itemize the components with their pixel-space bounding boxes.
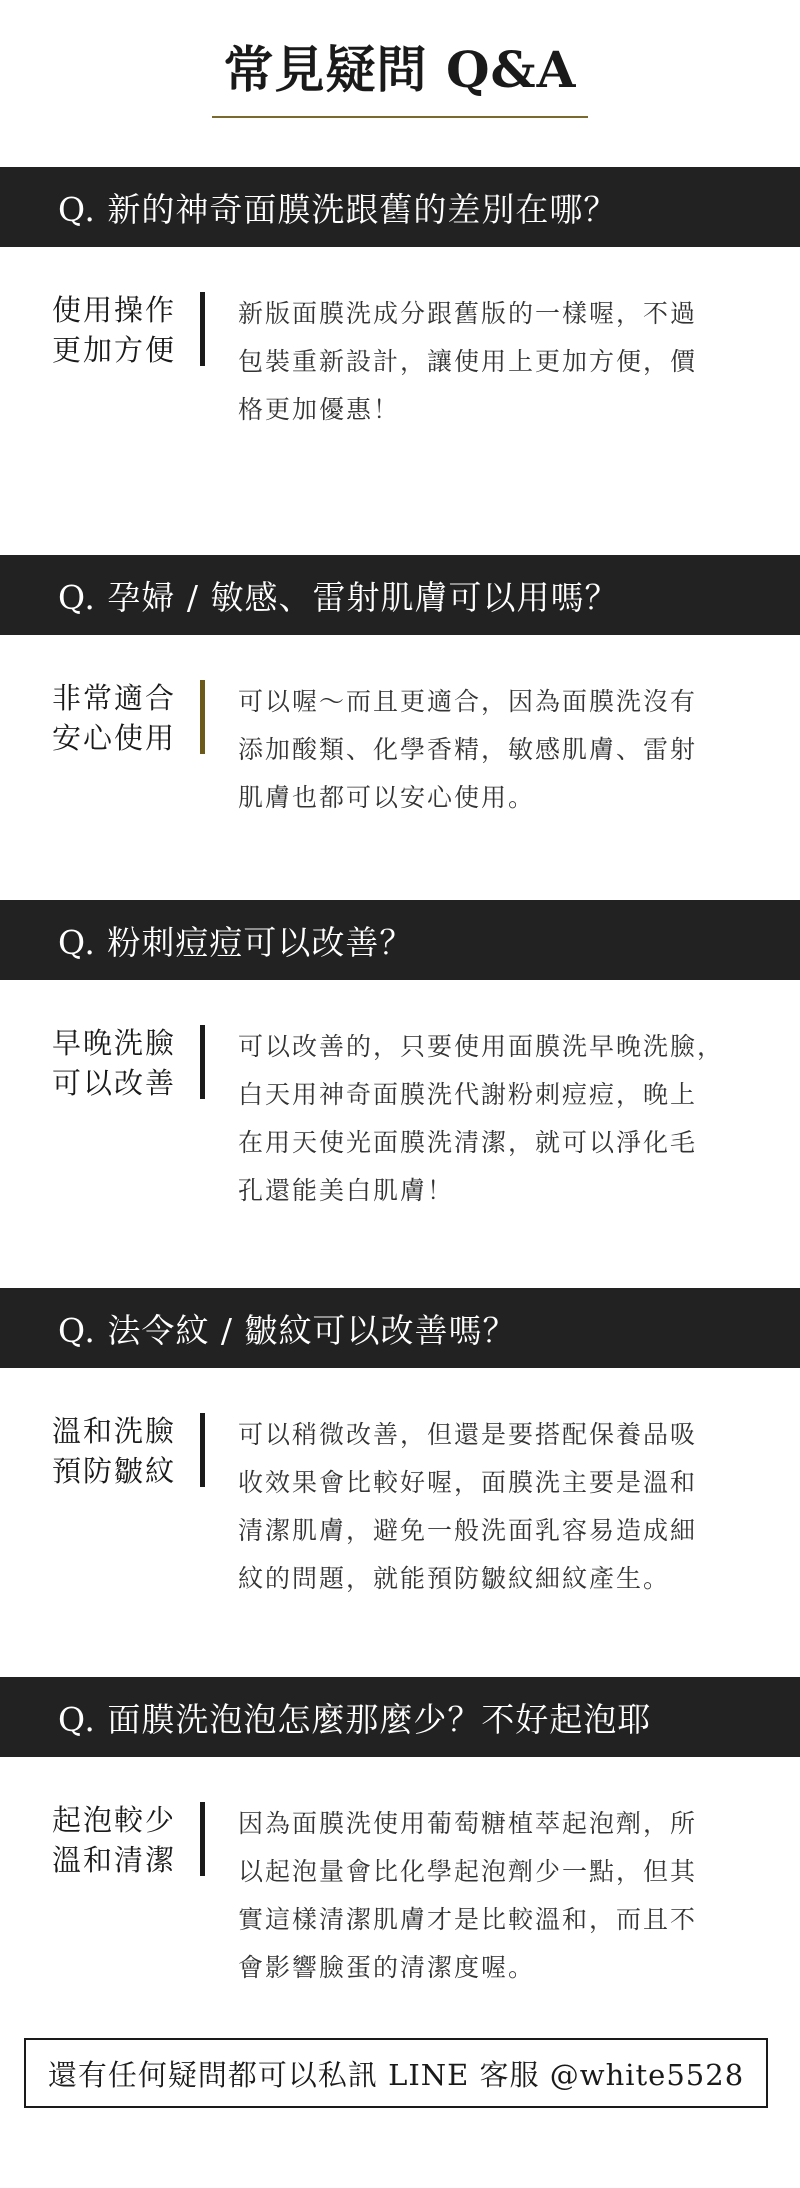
answer-text-5 xyxy=(238,1800,748,1992)
answer-line: 新版面膜洗成分跟舊版的一樣喔，不過 xyxy=(238,299,698,328)
answer-label-3 xyxy=(52,1023,200,1103)
question-bar-3: Q. 粉刺痘痘可以改善？ xyxy=(0,900,800,980)
answer-line: 在用天使光面膜洗清潔，就可以淨化毛 xyxy=(238,1128,698,1157)
label-divider xyxy=(200,292,205,366)
title-wrap xyxy=(0,30,800,118)
question-bar-2: Q. 孕婦 / 敏感、雷射肌膚可以用嗎？ xyxy=(0,555,800,635)
answer-label-line: 安心使用 xyxy=(52,721,177,755)
page-title: 常見疑問 Q&A xyxy=(212,30,589,118)
question-bar-1: Q. 新的神奇面膜洗跟舊的差別在哪？ xyxy=(0,167,800,247)
answer-label-line: 溫和清潔 xyxy=(52,1843,177,1877)
answer-label-line: 起泡較少 xyxy=(52,1803,177,1837)
answer-label-line: 使用操作 xyxy=(52,293,177,327)
answer-line: 實這樣清潔肌膚才是比較溫和，而且不 xyxy=(238,1905,698,1934)
answer-line: 包裝重新設計，讓使用上更加方便，價 xyxy=(238,347,698,376)
answer-line: 以起泡量會比化學起泡劑少一點，但其 xyxy=(238,1857,698,1886)
answer-label-line: 可以改善 xyxy=(52,1066,177,1100)
answer-line: 孔還能美白肌膚！ xyxy=(238,1176,455,1205)
answer-label-line: 更加方便 xyxy=(52,333,177,367)
answer-line: 肌膚也都可以安心使用。 xyxy=(238,783,536,812)
answer-line: 白天用神奇面膜洗代謝粉刺痘痘，晚上 xyxy=(238,1080,698,1109)
answer-text-3 xyxy=(238,1023,748,1215)
answer-line: 可以改善的，只要使用面膜洗早晚洗臉， xyxy=(238,1032,725,1061)
answer-line: 添加酸類、化學香精，敏感肌膚、雷射 xyxy=(238,735,698,764)
answer-line: 收效果會比較好喔，面膜洗主要是溫和 xyxy=(238,1468,698,1497)
answer-line: 因為面膜洗使用葡萄糖植萃起泡劑，所 xyxy=(238,1809,698,1838)
answer-label-2 xyxy=(52,678,200,758)
question-bar-4: Q. 法令紋 / 皺紋可以改善嗎？ xyxy=(0,1288,800,1368)
answer-label-line: 預防皺紋 xyxy=(52,1454,177,1488)
label-divider xyxy=(200,680,205,754)
answer-text-2 xyxy=(238,678,748,822)
contact-footer: 還有任何疑問都可以私訊 LINE 客服 @white5528 xyxy=(24,2038,768,2108)
question-bar-5: Q. 面膜洗泡泡怎麼那麼少？不好起泡耶 xyxy=(0,1677,800,1757)
answer-label-5 xyxy=(52,1800,200,1880)
answer-line: 可以稍微改善，但還是要搭配保養品吸 xyxy=(238,1420,698,1449)
answer-label-line: 早晚洗臉 xyxy=(52,1026,177,1060)
answer-line: 格更加優惠！ xyxy=(238,395,401,424)
answer-label-1 xyxy=(52,290,200,370)
label-divider xyxy=(200,1413,205,1487)
answer-label-line: 溫和洗臉 xyxy=(52,1414,177,1448)
answer-text-1 xyxy=(238,290,748,434)
answer-label-line: 非常適合 xyxy=(52,681,177,715)
answer-line: 可以喔～而且更適合，因為面膜洗沒有 xyxy=(238,687,698,716)
answer-line: 會影響臉蛋的清潔度喔。 xyxy=(238,1953,536,1982)
label-divider xyxy=(200,1025,205,1099)
label-divider xyxy=(200,1802,205,1876)
answer-line: 清潔肌膚，避免一般洗面乳容易造成細 xyxy=(238,1516,698,1545)
answer-line: 紋的問題，就能預防皺紋細紋產生。 xyxy=(238,1564,671,1593)
answer-text-4 xyxy=(238,1411,748,1603)
answer-label-4 xyxy=(52,1411,200,1491)
